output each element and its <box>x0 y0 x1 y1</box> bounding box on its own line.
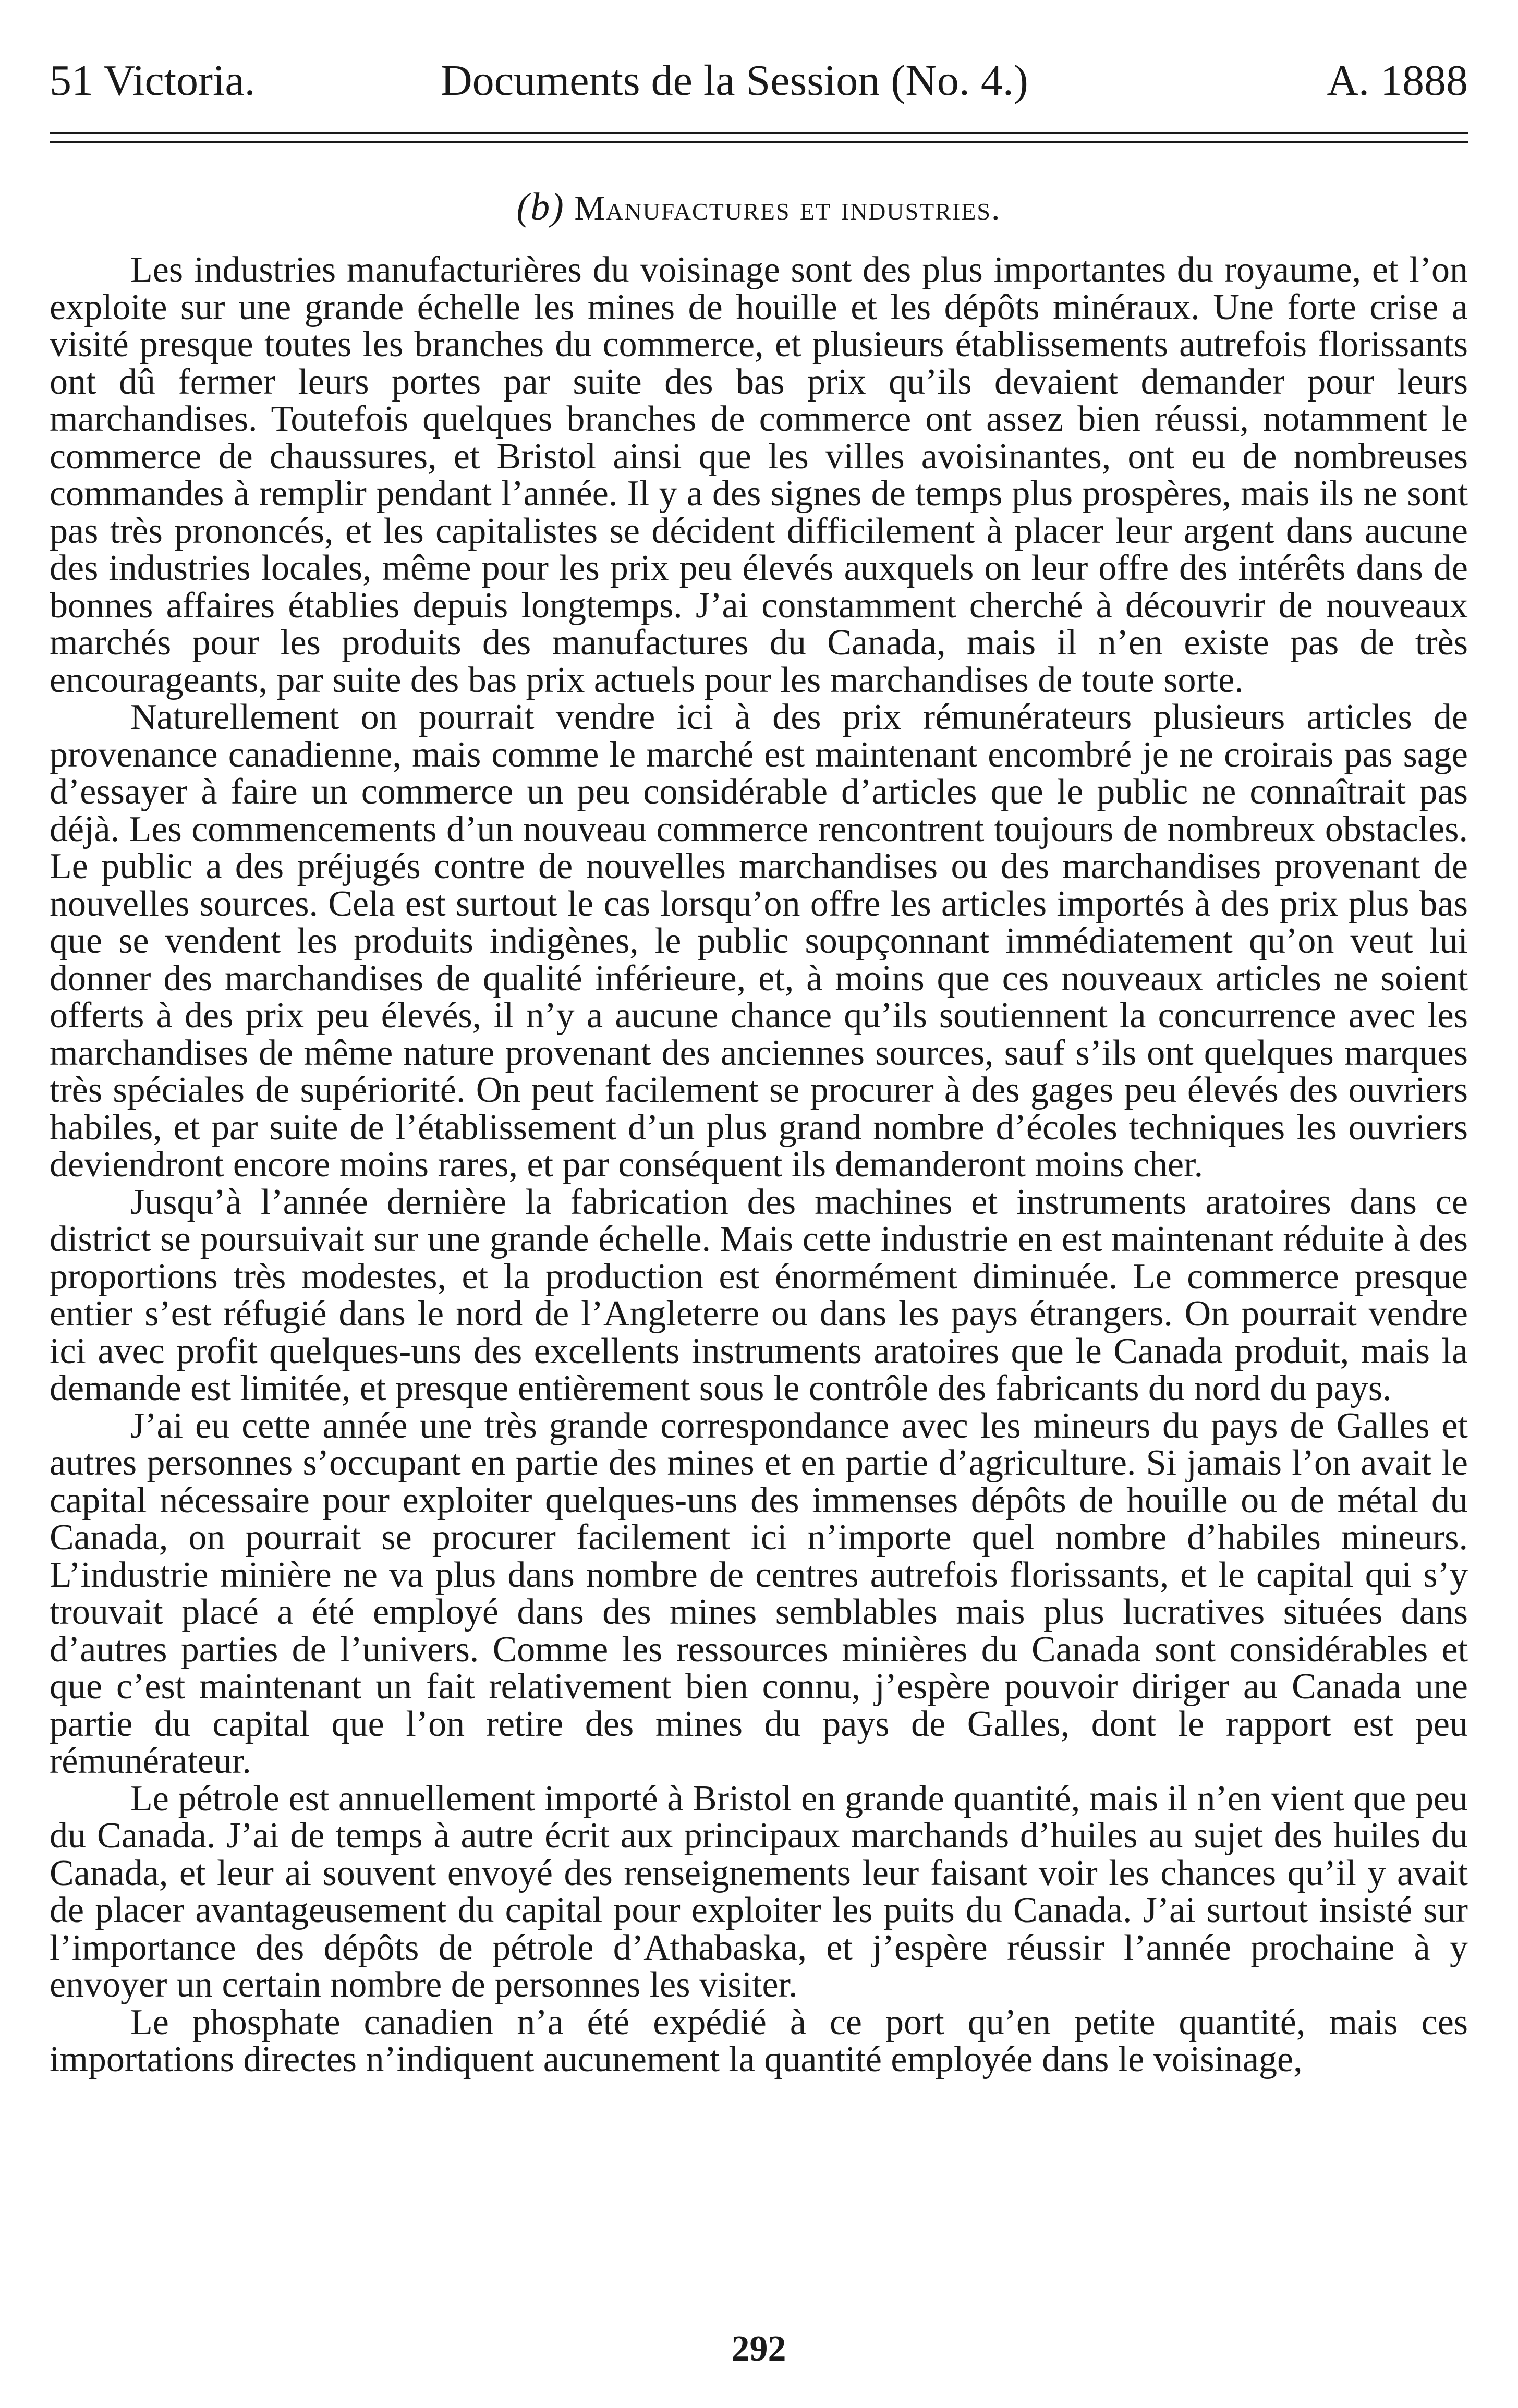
paragraph-canadian-products: Naturellement on pourrait vendre ici à des prix rémunérateurs plusieurs articles de provenance canadienne, mais comme le marché est maintenant encombré je ne croirais pas sage d’essayer à faire un commerce un peu considérable d’articles que le public ne connaîtrait pas déjà. Les commencements d’un nouveau commerce rencontrent toujours de nombreux obstacles. Le public a des préjugés contre de nouvelles marchandises ou des marchandises provenant de nouvelles sources. Cela est surtout le cas lorsqu’on offre les articles importés à des prix plus bas que se vendent les produits indigènes, le public soupçonnant immédiatement qu’on veut lui donner des marchandises de qualité inférieure, et, à moins que ces nouveaux articles ne soient offerts à des prix peu élevés, il n’y a aucune chance qu’ils soutiennent la concurrence avec les marchandises de même nature provenant des anciennes sources, sauf s’ils ont quelques marques très spéciales de supériorité. On peut facilement se procurer à des gages peu élevés des ouvriers habiles, et par suite de l’établissement d’un plus grand nombre d’écoles techniques les ouvriers deviendront encore moins rares, et par conséquent ils demanderont moins cher. <box>50 697 1468 1185</box>
running-header <box>50 50 1468 112</box>
header-document-title: Documents de la Session (No. 4.) <box>441 56 1028 105</box>
paragraph-industries: Les industries manufacturières du voisinage sont des plus importantes du royaume, et l’on exploite sur une grande échelle les mines de houille et les dépôts minéraux. Une forte crise a visité presque toutes les branches du commerce, et plusieurs établissements autrefois florissants ont dû fermer leurs portes par suite des bas prix qu’ils devaient demander pour leurs marchandises. Toutefois quelques branches de commerce ont assez bien réussi, notamment le commerce de chaussures, et Bristol ainsi que les villes avoisinantes, ont eu de nombreuses commandes à remplir pendant l’année. Il y a des signes de temps plus prospères, mais ils ne sont pas très prononcés, et les capitalistes se décident difficilement à placer leur argent dans aucune des industries locales, même pour les prix peu élevés auxquels on leur offre des intérêts dans de bonnes affaires établies depuis longtemps. J’ai constamment cherché à découvrir de nouveaux marchés pour les produits des manufactures du Canada, mais il n’en existe pas de très encourageants, par suite des bas prix actuels pour les marchandises de toute sorte. <box>50 250 1468 700</box>
section-title: Manufactures et industries. <box>574 189 1001 227</box>
page-number: 292 <box>731 2329 786 2369</box>
paragraph-mining: J’ai eu cette année une très grande correspondance avec les mineurs du pays de Galles et autres personnes s’occupant en partie des mines et en partie d’agriculture. Si jamais l’on avait le capital nécessaire pour exploiter quelques-uns des immenses dépôts de houille ou de métal du Canada, on pourrait se procurer facilement ici n’importe quel nombre d’habiles mineurs. L’industrie minière ne va plus dans nombre de centres autrefois florissants, et le capital qui s’y trouvait placé a été employé dans des mines semblables mais plus lucratives situées dans d’autres parties de l’univers. Comme les ressources minières du Canada sont considérables et que c’est maintenant un fait relativement bien connu, j’espère pouvoir diriger au Canada une partie du capital que l’on retire des mines du pays de Galles, dont le rapport est peu rémunérateur. <box>50 1405 1468 1781</box>
paragraph-agricultural-machinery: Jusqu’à l’année dernière la fabrication des machines et instruments aratoires dans ce district se poursuivait sur une grande échelle. Mais cette industrie en est maintenant réduite à des proportions très modestes, et la production est énormément diminuée. Le commerce presque entier s’est réfugié dans le nord de l’Angleterre ou dans les pays étrangers. On pourrait vendre ici avec profit quelques-uns des excellents instruments aratoires que le Canada produit, mais la demande est limitée, et presque entièrement sous le contrôle des fabricants du nord du pays. <box>50 1182 1468 1408</box>
header-year: A. 1888 <box>1327 56 1468 105</box>
header-double-rule <box>50 132 1468 143</box>
document-page <box>50 50 1468 2369</box>
paragraph-petroleum: Le pétrole est annuellement importé à Bristol en grande quantité, mais il n’en vient que peu du Canada. J’ai de temps à autre écrit aux principaux marchands d’huiles au sujet des huiles du Canada, et leur ai souvent envoyé des renseignements leur faisant voir les chances qu’il y avait de placer avantageusement du capital pour exploiter les puits du Canada. J’ai surtout insisté sur l’importance des dépôts de pétrole d’Athabaska, et j’espère réussir l’année prochaine à y envoyer un certain nombre de personnes les visiter. <box>50 1778 1468 2005</box>
section-label: (b) <box>516 186 565 228</box>
section-heading <box>50 186 1468 229</box>
paragraph-phosphate: Le phosphate canadien n’a été expédié à ce port qu’en petite quantité, mais ces importations directes n’indiquent aucunement la quantité employée dans le voisinage, <box>50 2002 1468 2079</box>
body-text <box>50 251 1468 2078</box>
header-regnal-year: 51 Victoria. <box>50 56 256 105</box>
